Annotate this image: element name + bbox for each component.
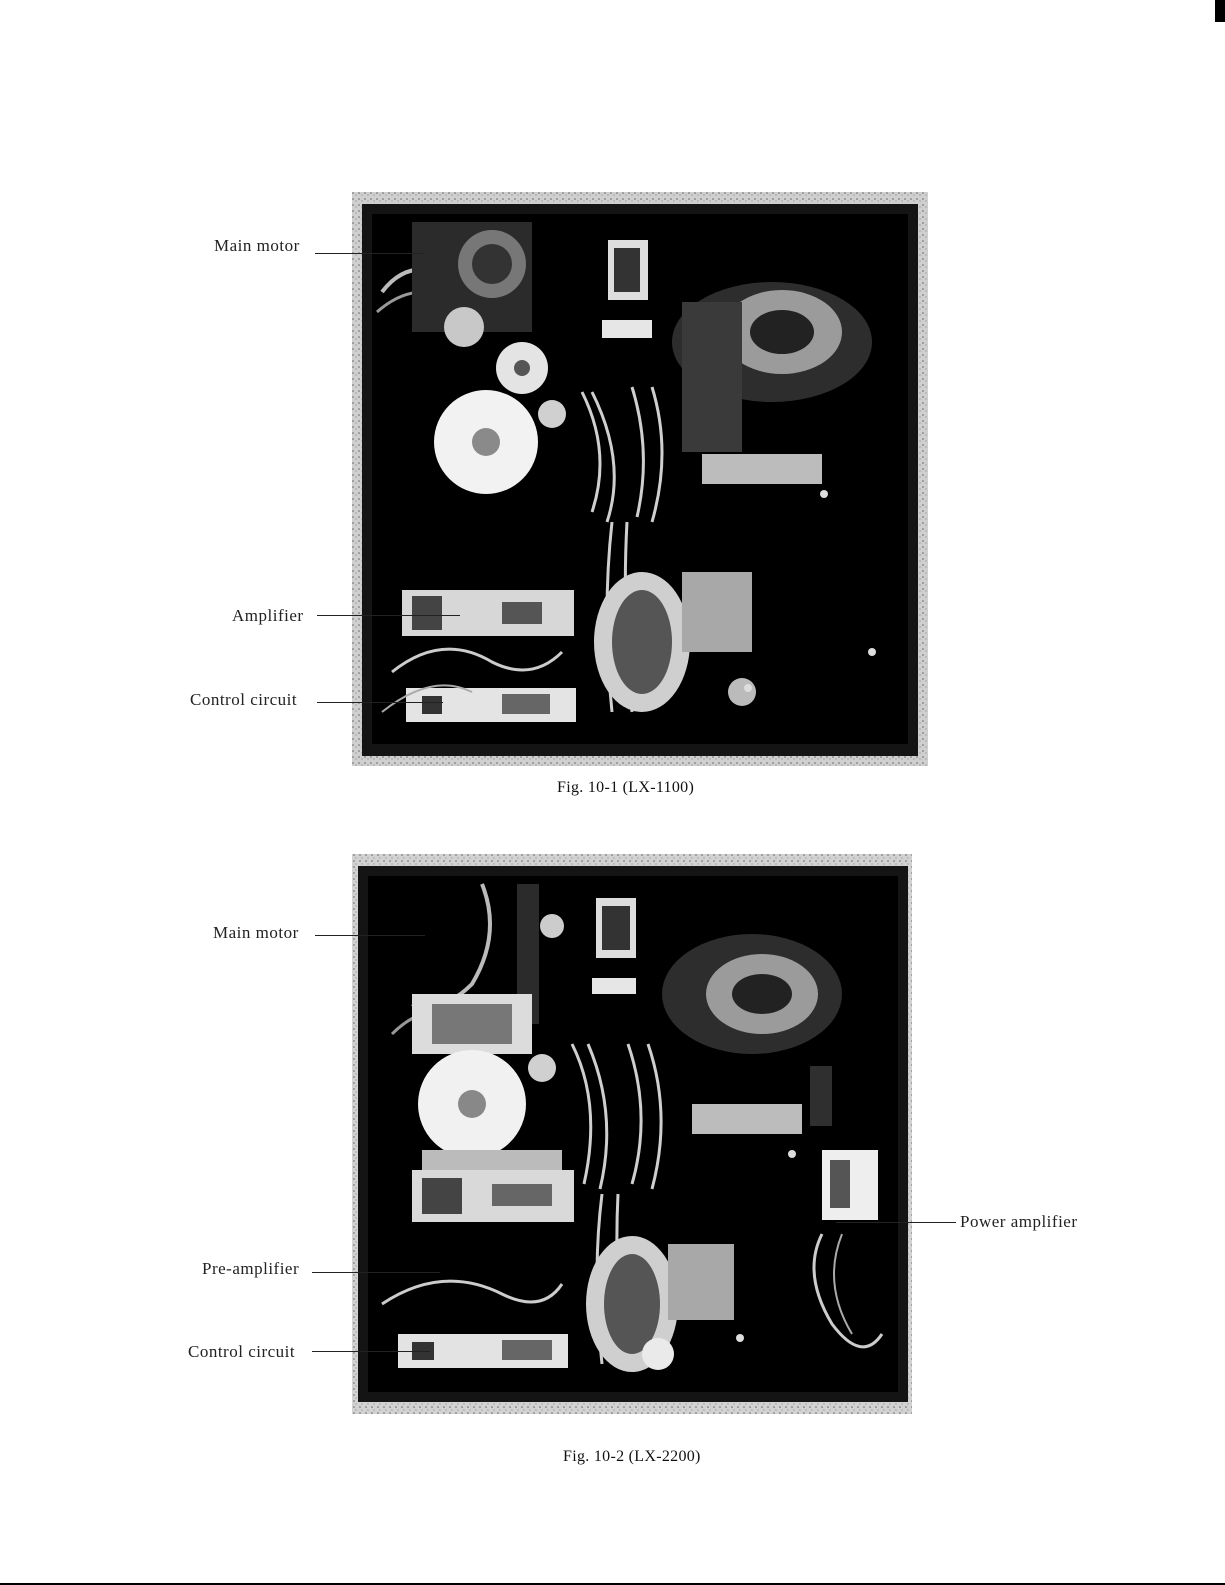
leader-power-amplifier xyxy=(836,1222,956,1223)
label-main-motor: Main motor xyxy=(214,236,300,255)
label-pre-amplifier: Pre-amplifier xyxy=(202,1259,300,1278)
leader-main-motor xyxy=(315,935,425,936)
chassis-photo-lx-2200-graphic xyxy=(352,854,912,1414)
leader-control-circuit xyxy=(312,1351,430,1352)
label-main-motor: Main motor xyxy=(213,923,299,942)
figure-caption: Fig. 10-2 (LX-2200) xyxy=(563,1448,701,1465)
leader-pre-amplifier xyxy=(312,1272,440,1273)
label-control-circuit: Control circuit xyxy=(188,1342,296,1361)
page-corner-mark xyxy=(1215,0,1225,22)
figure-caption: Fig. 10-1 (LX-1100) xyxy=(557,779,695,796)
chassis-photo-lx-1100 xyxy=(352,192,928,766)
leader-main-motor xyxy=(315,253,425,254)
chassis-photo-lx-1100-graphic xyxy=(352,192,928,766)
chassis-photo-lx-2200 xyxy=(352,854,912,1414)
label-control-circuit: Control circuit xyxy=(190,690,298,709)
label-amplifier: Amplifier xyxy=(232,606,304,625)
label-power-amplifier: Power amplifier xyxy=(960,1212,1078,1231)
leader-amplifier xyxy=(317,615,460,616)
leader-control-circuit xyxy=(317,702,443,703)
